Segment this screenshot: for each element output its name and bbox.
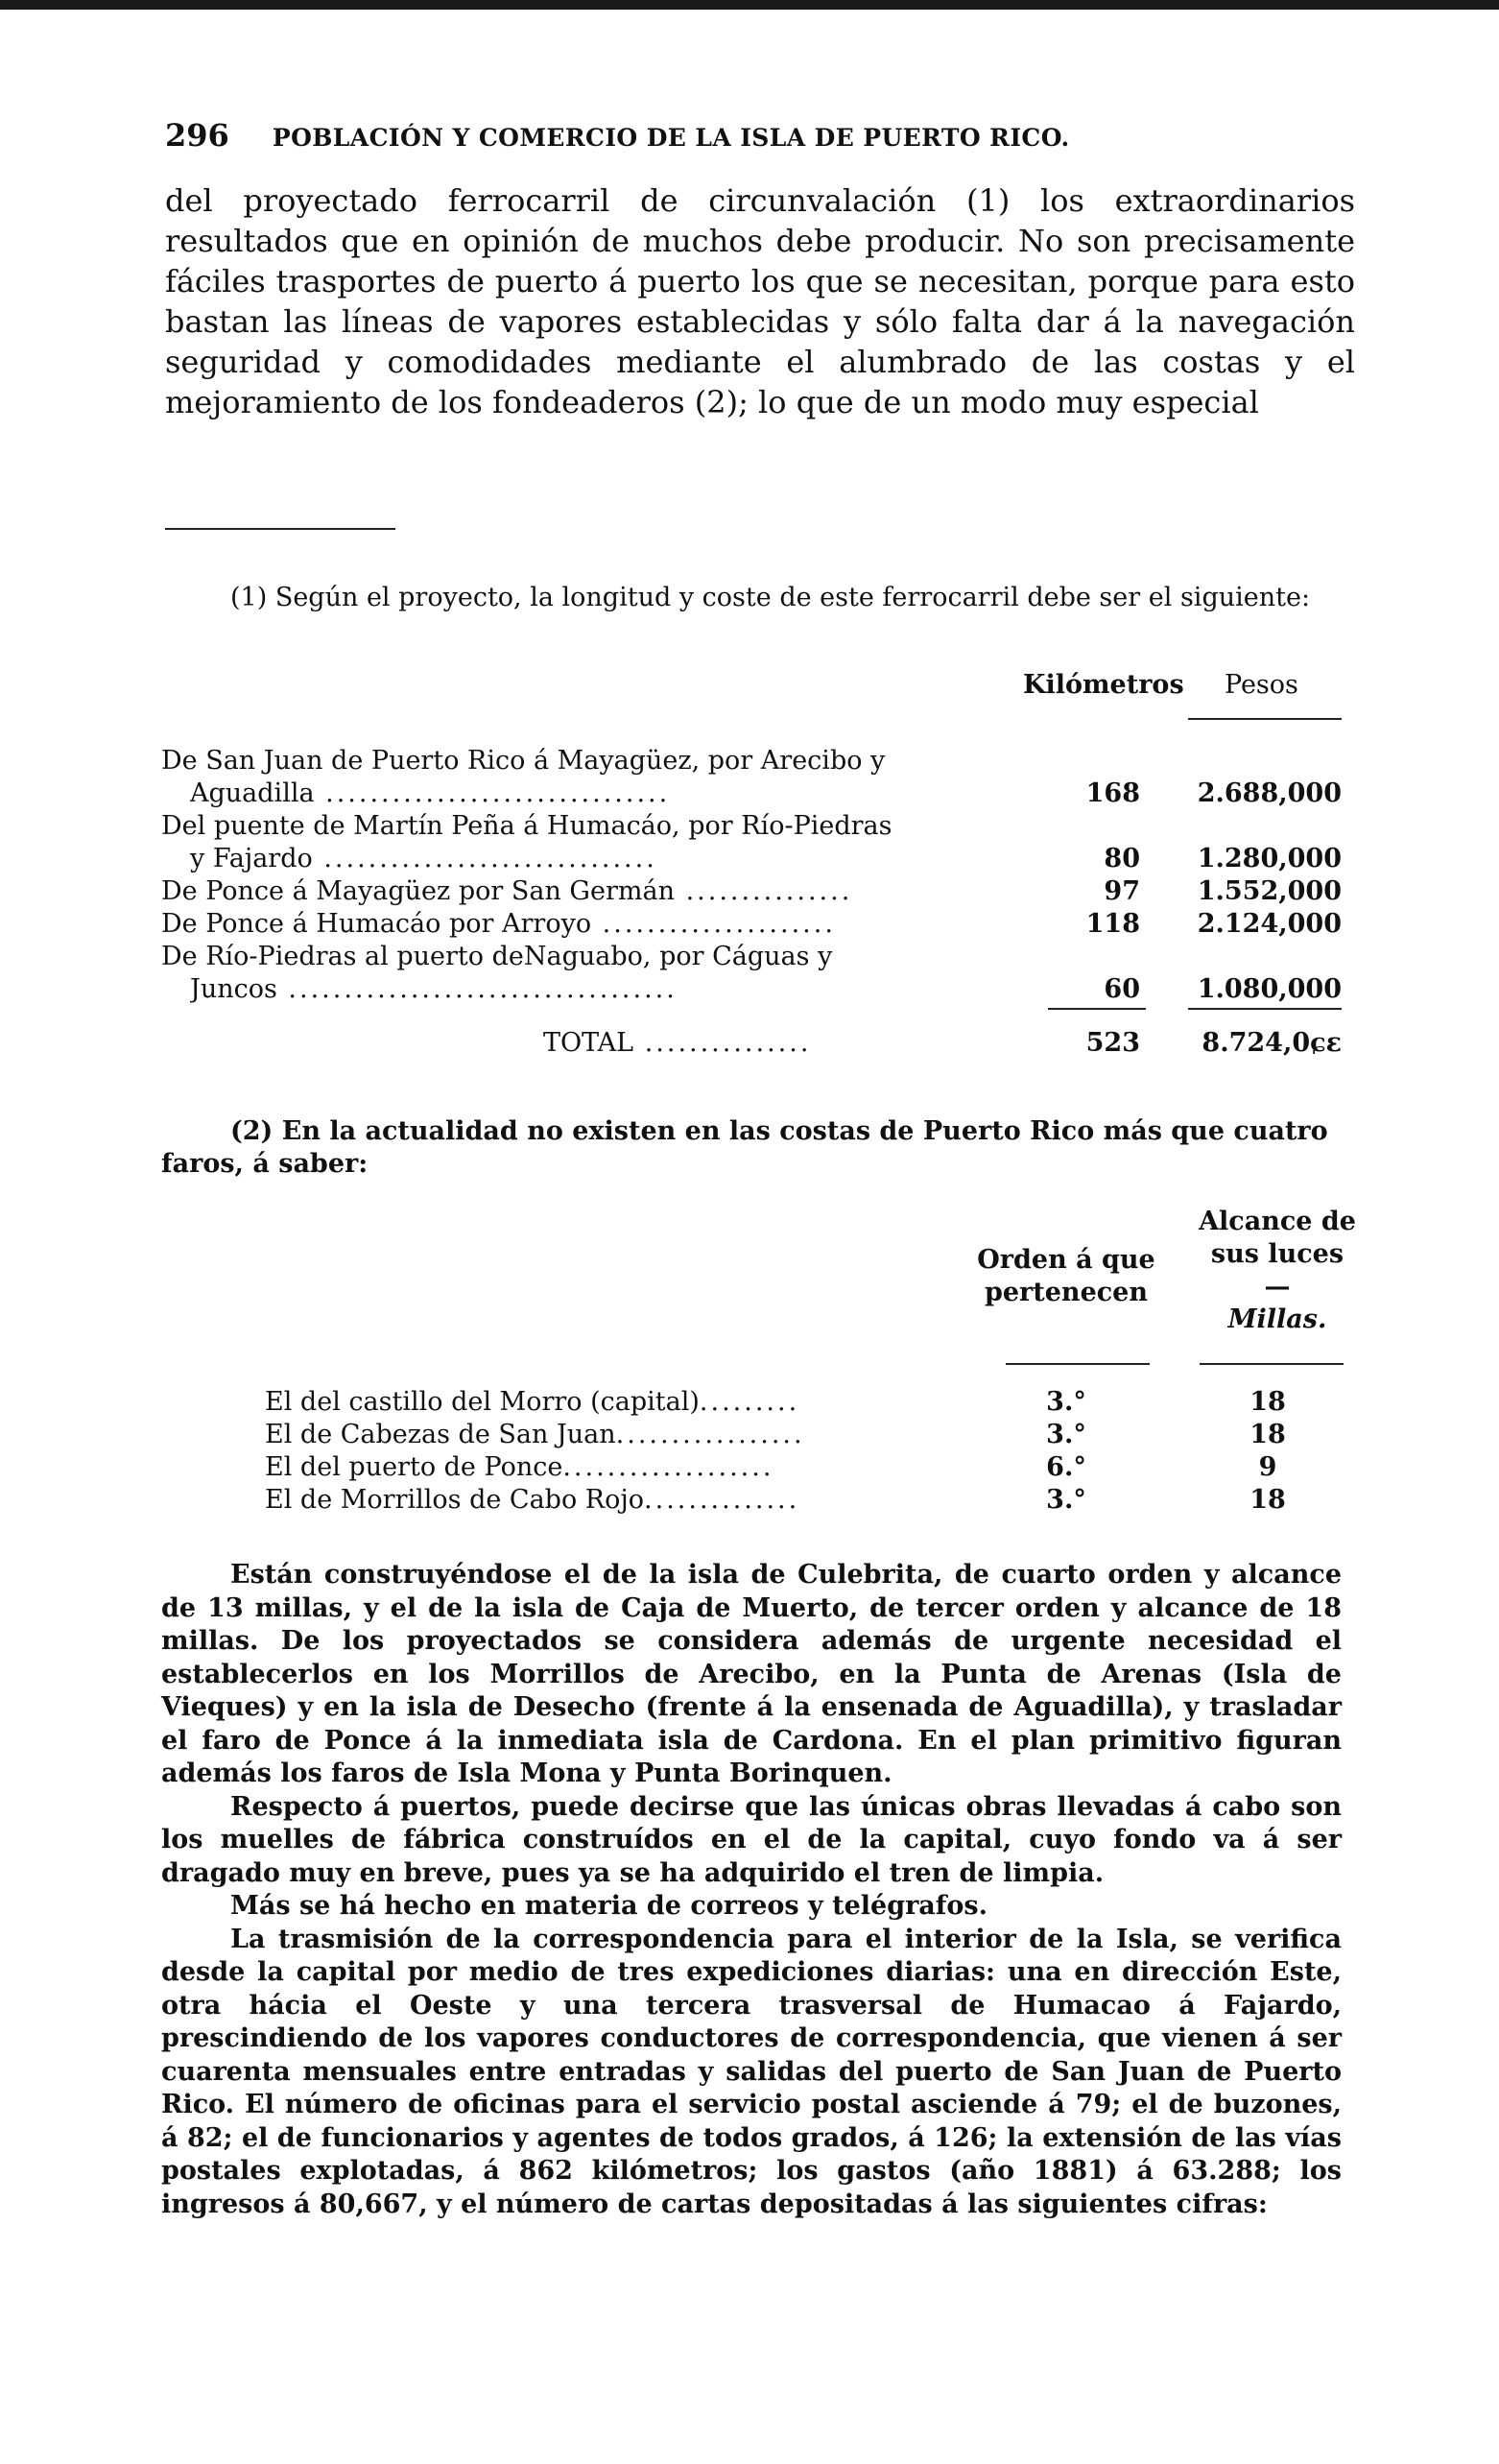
paragraph: La trasmisión de la correspondencia para el interior de la Isla, se verifica desde la capital por medio de tres expediciones diarias: una en dirección Este, otra hácia el Oeste y una tercera trasversal de Humacao á Fajardo, prescindiendo de los vapores conductores de correspondencia, que vienen á ser cuarenta mensuales entre entradas y salidas del puerto de San Juan de Puerto Rico. El número de oficinas para el servicio postal asciende á 79; el de buzones, á 82; el de funcionarios y agentes de todos grados, á 126; la extensión de las vías postales explotadas, á 862 kilómetros; los gastos (año 1881) á 63.288; los ingresos á 80,667, y el número de cartas depositadas á las siguientes cifras: — [161, 1924, 1342, 2219]
route-label-cont: y Fajardo .............................. — [190, 844, 657, 873]
pesos-value: 1.280,000 — [1197, 844, 1342, 873]
millas-value: 18 — [1249, 1387, 1286, 1417]
pesos-value: 2.688,000 — [1197, 778, 1342, 808]
km-value: 118 — [1085, 909, 1140, 939]
page-number: 296 — [165, 117, 229, 154]
km-value: 168 — [1085, 778, 1140, 808]
footnote-2-continuation — [161, 1559, 1342, 2221]
route-label-cont: Aguadilla ............................... — [190, 778, 671, 808]
header-rule-alcance — [1200, 1363, 1344, 1365]
main-body-text — [165, 180, 1355, 422]
orden-value: 3.° — [1046, 1485, 1086, 1515]
millas-value: 18 — [1249, 1420, 1286, 1449]
total-label: TOTAL ............... — [543, 1028, 812, 1058]
table-row — [161, 745, 1344, 777]
pesos-value: 1.080,000 — [1197, 974, 1342, 1004]
col-header-alcance: Alcance de sus luces — Millas. — [1199, 1207, 1356, 1334]
railway-table — [161, 670, 1344, 1058]
orden-value: 6.° — [1046, 1452, 1086, 1482]
km-value: 97 — [1104, 876, 1140, 906]
route-label: De Ponce á Humacáo por Arroyo ..................... — [161, 909, 836, 939]
footnote-1-intro — [161, 582, 1342, 614]
table-row — [161, 973, 1344, 1006]
lighthouse-label: El del castillo del Morro (capital)......... — [265, 1387, 800, 1417]
total-km: 523 — [1085, 1028, 1140, 1058]
total-pesos: 8.724,0ɕɛ — [1202, 1028, 1342, 1058]
orden-value: 3.° — [1046, 1387, 1086, 1417]
running-title: POBLACIÓN Y COMERCIO DE LA ISLA DE PUERTO RICO. — [272, 124, 1070, 152]
route-label: De San Juan de Puerto Rico á Mayagüez, por Arecibo y — [161, 746, 886, 776]
route-label-cont: Juncos ................................... — [190, 974, 678, 1004]
table-row — [161, 908, 1344, 941]
table-row — [161, 875, 1344, 908]
paragraph: Respecto á puertos, puede decirse que las únicas obras llevadas á cabo son los muelles de fábrica construídos en el de la capital, cuyo fondo va á ser dragado muy en breve, pues ya se ha adquirido el tren de limpia. — [161, 1791, 1342, 1888]
header-rule — [1188, 718, 1342, 720]
sum-rule-km — [1048, 1008, 1146, 1010]
railway-table-header — [161, 670, 1344, 708]
route-label: De Río-Piedras al puerto deNaguabo, por Cáguas y — [161, 942, 833, 971]
header-rule-orden — [1006, 1363, 1150, 1365]
paragraph: Están construyéndose el de la isla de Culebrita, de cuarto orden y alcance de 13 millas, y el de la isla de Caja de Muerto, de tercer orden y alcance de 18 millas. De los proyectados se considera además de urgente necesidad el establecerlos en los Morrillos de Arecibo, en la Punta de Arenas (Isla de Vieques) y en la isla de Desecho (frente á la ensenada de Aguadilla), y trasladar el faro de Ponce á la inmediata isla de Cardona. En el plan primitivo figuran además los faros de Isla Mona y Punta Borinquen. — [161, 1560, 1342, 1788]
pesos-value: 2.124,000 — [1197, 909, 1342, 939]
col-header-orden: Orden á que pertenecen — [977, 1245, 1155, 1307]
lighthouse-label: El del puerto de Ponce................... — [265, 1452, 774, 1482]
body-paragraph: del proyectado ferrocarril de circunvalación (1) los extraordinarios resultados que en opinión de muchos debe producir. No son precisamente fáciles trasportes de puerto á puerto los que se necesitan, porque para esto bastan las líneas de vapores establecidas y sólo falta dar á la navegación seguridad y comodidades mediante el alumbrado de las costas y el mejoramiento de los fondeaderos (2); lo que de un modo muy especial — [165, 182, 1355, 420]
lighthouse-label: El de Morrillos de Cabo Rojo.............. — [265, 1485, 800, 1515]
route-label: De Ponce á Mayagüez por San Germán ............... — [161, 876, 853, 906]
table-row — [161, 1451, 1344, 1484]
top-border-line — [0, 0, 1499, 10]
table-row — [161, 1419, 1344, 1451]
sum-rule-pesos — [1188, 1008, 1342, 1010]
millas-value: 9 — [1258, 1452, 1277, 1482]
pesos-value: 1.552,000 — [1197, 876, 1342, 906]
table-row — [161, 843, 1344, 875]
millas-value: 18 — [1249, 1485, 1286, 1515]
km-value: 60 — [1104, 974, 1140, 1004]
footnote-1-text: (1) Según el proyecto, la longitud y coste de este ferrocarril debe ser el siguiente: — [230, 583, 1311, 612]
col-header-km: Kilómetros — [1023, 670, 1184, 700]
table-row — [161, 1484, 1344, 1517]
footnote-2-intro — [161, 1115, 1342, 1181]
orden-value: 3.° — [1046, 1420, 1086, 1449]
total-row — [161, 1027, 1344, 1060]
km-value: 80 — [1104, 844, 1140, 873]
footnote-2-text: (2) En la actualidad no existen en las costas de Puerto Rico más que cuatro faros, á saber: — [161, 1116, 1328, 1179]
route-label: Del puente de Martín Peña á Humacáo, por Río-Piedras — [161, 811, 892, 841]
table-row — [161, 941, 1344, 973]
paragraph: Más se há hecho en materia de correos y telégrafos. — [230, 1891, 988, 1921]
footnote-separator — [165, 528, 395, 530]
page-header — [165, 117, 1326, 154]
lighthouse-label: El de Cabezas de San Juan................. — [265, 1420, 805, 1449]
table-row — [161, 777, 1344, 810]
table-row — [161, 810, 1344, 843]
col-header-pesos: Pesos — [1225, 670, 1298, 700]
table-row — [161, 1386, 1344, 1419]
